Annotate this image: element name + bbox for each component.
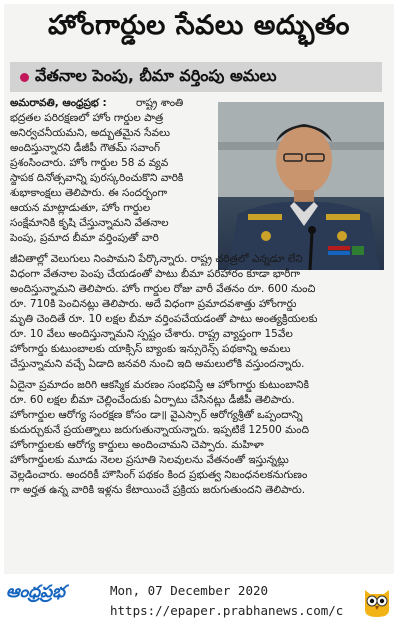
body-line: శుభాకాంక్షలు తెలిపారు. ఈ సందర్భంగా — [10, 187, 168, 199]
subheadline-bar — [10, 62, 382, 92]
owl-icon — [362, 584, 392, 618]
body-line: రూ. 10 వేలు అందిస్తున్నామని స్పష్టం చేశారు. రాష్ట్ర వ్యాప్తంగా 15వేల — [10, 328, 293, 340]
epaper-url[interactable]: https://epaper.prabhanews.com/c — [110, 603, 344, 618]
dgp-photo — [218, 102, 384, 270]
body-line: రూ. 710కి పెంచినట్లు తెలిపారు. అదే విధంగా ప్రమాదవశాత్తు హోంగార్డు — [10, 298, 297, 310]
news-clipping — [4, 4, 394, 574]
subheadline: వేతనాల పెంపు, బీమా వర్తింపు అమలు — [35, 65, 277, 85]
body-line: చేస్తున్నామని వచ్చే ఏడాది జనవరి నుంచి ఇది అమలులోకి వస్తుందన్నారు. — [10, 358, 305, 370]
body-line: స్థాపక దినోత్సవాన్ని పురస్కరించుకొని వారికి — [10, 172, 184, 184]
body-line: అందిస్తున్నామని తెలిపారు. హోం గార్డుల రోజు వారీ వేతనం రూ. 600 నుంచి — [10, 283, 316, 295]
body-line: జీవితాల్లో వెలుగులు నింపామని పేర్కొన్నారు. రాష్ట్ర చరిత్రలో ఎన్నడూ లేని — [10, 253, 303, 265]
body-line: విధంగా వేతనాల పెంపు చేయడంతో పాటు బీమా పరిహారం కూడా భారీగా — [10, 268, 301, 280]
body-line: హోంగార్డులకు మూడు నెలల ప్రసూతి సెలవులను వేతనంతో ఇస్తున్నట్లు — [10, 454, 289, 466]
byline: అమరావతి, ఆంధ్రప్రభ : — [10, 97, 107, 109]
body-line: ఆయన మాట్లాడుతూ, హోం గార్డుల — [10, 202, 151, 214]
footer — [0, 576, 400, 632]
body-line: మృతి చెందితే రూ. 10 లక్షల బీమా వర్తింపచేయడంతో పాటు అంత్యక్రియలకు — [10, 313, 318, 325]
body-line: అనిర్వచనీయమని, అద్భుతమైన సేవలు — [10, 127, 171, 139]
body-line: వెల్లడించారు. అందరికీ హౌసింగ్ పథకం కింద ప్రభుత్వ నిబంధనలకనుగుణం — [10, 469, 308, 481]
bullet-icon — [20, 73, 29, 82]
body-line: హోంగార్డు కుటుంబాలకు యాక్సిస్ బ్యాంకు ఇన్సురెన్స్ పథకాన్ని అమలు — [10, 343, 291, 355]
body-line: సంక్షేమానికి కృషి చేస్తున్నామని వేతనాల — [10, 217, 169, 229]
officer-portrait-icon — [218, 102, 384, 270]
body-line: రూ. 60 లక్షల బీమా చెల్లించేందుకు ఏర్పాటు చేసినట్లు డీజీపీ తెలిపారు. — [10, 394, 295, 406]
body-line: గా అర్హత ఉన్న వారికి ఇళ్లను కేటాయించే ప్రక్రియ జరుగుతుందని తెలిపారు. — [10, 484, 306, 496]
body-line: పెంపు, ప్రమాద బీమా వర్తింపుతో వారి — [10, 232, 159, 244]
headline: హోంగార్డుల సేవలు అద్భుతం — [48, 10, 350, 41]
publish-date: Mon, 07 December 2020 — [110, 583, 269, 598]
body-line: కుదుర్చుకునే ప్రయత్నాలు జరుగుతున్నాయన్నారు. ఇప్పటికే 12500 మంది — [10, 424, 309, 436]
body-line: హోంగార్డులకు ఆరోగ్య కార్డులు అందించామని చెప్పారు. మహిళా — [10, 439, 264, 451]
body-line: అందిస్తున్నారని డీజీపీ గౌతమ్ సవాంగ్ — [10, 142, 161, 154]
body-line: ప్రశంసించారు. హోం గార్డుల 58 వ వ్యవ — [10, 157, 169, 169]
body-line: రాష్ట్ర శాంతి — [136, 97, 184, 109]
body-line: ఏదైనా ప్రమాదం జరిగి ఆకస్మిక మరణం సంభవిస్తే ఆ హోంగార్డు కుటుంబానికి — [10, 379, 310, 391]
body-line: హోంగార్డుల ఆరోగ్య సంరక్షణ కోసం డా॥ వైఎస్సార్ ఆరోగ్యశ్రీతో ఒప్పందాన్ని — [10, 409, 303, 421]
body-line: భద్రతల పరిరక్షణలో హోం గార్డుల పాత్ర — [10, 112, 164, 124]
andhra-prabha-logo: ఆంధ్రప్రభ — [6, 582, 66, 602]
